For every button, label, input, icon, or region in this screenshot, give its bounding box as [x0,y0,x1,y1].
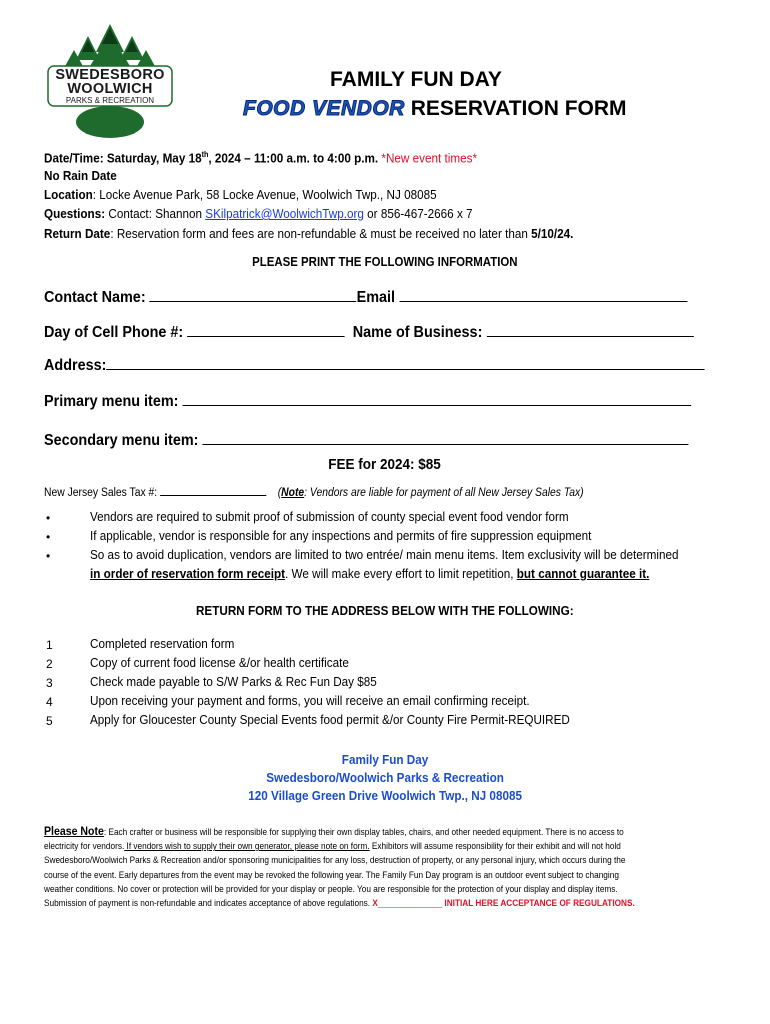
note-line-2 [44,839,713,853]
datetime-line [44,150,477,165]
datetime-value: : Saturday, May 18 [99,150,202,166]
bullet-dot: • [46,530,51,544]
bullet-item-1: Vendors are required to submit proof of submission of county special event food vendor form [90,509,569,524]
address-label: Address: [44,357,107,374]
tax-note-label: Note [281,487,305,499]
fee-line [0,456,770,473]
questions-line [44,206,473,221]
questions-phone: or 856-467-2666 x 7 [363,206,473,221]
contact-email-link[interactable]: SKilpatrick@WoolwichTwp.org [205,206,364,221]
bullet3-middle: . We will make every effort to limit repetition, [285,566,517,581]
tax-note-text: : Vendors are liable for payment of all New Jersey Sales Tax) [304,487,584,499]
return-item-1: Completed reservation form [90,636,235,651]
phone-label: Day of Cell Phone #: [44,324,188,341]
mail-address-line1-text: Family Fun Day [341,752,429,767]
return-item-3: Check made payable to S/W Parks & Rec Fun Day $85 [90,674,377,689]
mail-address-line2-text: Swedesboro/Woolwich Parks & Recreation [266,770,504,785]
business-field[interactable] [486,322,693,337]
tax-note-open: ( [277,487,282,499]
food-vendor-wordart: FOOD VENDOR [243,97,405,120]
title-line1: FAMILY FUN DAY [330,68,502,91]
phone-business-row [44,322,693,342]
datetime-value-post: , 2024 – 11:00 a.m. to 4:00 p.m. [208,150,379,166]
mail-address-line3-text: 120 Village Green Drive Woolwich Twp., NJ 08085 [248,788,522,803]
contact-name-label: Contact Name: [44,289,150,306]
return-heading [0,603,770,618]
no-rain-date: No Rain Date [44,168,117,183]
return-item-5: Apply for Gloucester County Special Events food permit &/or County Fire Permit-REQUIRED [90,712,570,727]
note-line-4: course of the event. Early departures from the event may be revoked the following year. The Family Fun Day program is an outdoor event subject to changing [44,868,619,880]
address-field[interactable] [106,355,705,370]
mail-address-line2 [0,769,770,787]
title-rest: RESERVATION FORM [410,97,627,120]
return-heading-text: RETURN FORM TO THE ADDRESS BELOW WITH THE FOLLOWING: [196,603,574,618]
datetime-label: Date/Time [44,150,100,166]
contact-email-row [44,287,687,307]
bullet-dot: • [46,511,51,525]
note-text-6: Submission of payment is non-refundable and indicates acceptance of above regulations. [44,897,373,909]
initial-acceptance-text: INITIAL HERE ACCEPTANCE OF REGULATIONS. [442,897,635,909]
location-label: Location [44,187,93,202]
return-item-4: Upon receiving your payment and forms, you will receive an email confirming receipt. [90,693,530,708]
tax-row [44,484,584,499]
note-line-3: Swedesboro/Woolwich Parks & Recreation and/or sponsoring municipalities for any loss, destruction of property, or any personal injury, which occurs during the [44,854,626,866]
questions-contact: Contact: Shannon [105,206,206,221]
list-number: 1 [46,638,53,652]
receipt-order-text: in order of reservation form receipt [90,566,286,581]
return-item-2: Copy of current food license &/or health certificate [90,655,349,670]
email-field[interactable] [399,287,687,302]
tax-field[interactable] [160,484,266,496]
email-label: Email [356,289,400,306]
note-line-5: weather conditions. No cover or protection will be provided for your display or people. You are responsible for the protection of your display and display items. [44,882,618,894]
note-text-2b: If vendors wish to supply their own generator, please note on form. [124,840,370,852]
swedesboro-woolwich-logo [46,22,174,140]
location-value: : Locke Avenue Park, 58 Locke Avenue, Woolwich Twp., NJ 08085 [92,187,437,202]
secondary-menu-label: Secondary menu item: [44,432,203,449]
datetime-sup: th [201,150,209,159]
please-note-paragraph [44,824,713,910]
note-text-1: : Each crafter or business will be responsible for supplying their own display tables, chairs, and other needed equipment. There is no access to [103,826,624,837]
return-label: Return Date [44,226,111,241]
secondary-menu-row [44,430,688,450]
primary-menu-row [44,391,691,411]
primary-menu-field[interactable] [182,391,691,406]
address-row [44,355,705,375]
print-heading [0,254,770,269]
print-heading-text: PLEASE PRINT THE FOLLOWING INFORMATION [252,254,518,269]
return-value: : Reservation form and fees are non-refundable & must be received no later than [110,226,532,241]
logo-line1: SWEDESBORO [55,67,165,83]
mail-address-line3 [0,787,770,805]
business-label: Name of Business: [352,324,487,341]
note-text-2a: electricity for vendors. [44,840,125,852]
secondary-menu-field[interactable] [202,430,688,445]
no-guarantee-text: but cannot guarantee it. [516,566,650,581]
list-number: 4 [46,695,53,709]
please-note-label: Please Note [44,824,104,838]
fee-text: FEE for 2024: $85 [328,456,442,473]
note-text-2c: Exhibitors will assume responsibility for their exhibit and will not hold [369,840,621,852]
location-line [44,187,437,202]
bullet-item-3-continued [90,566,649,581]
phone-field[interactable] [187,322,345,337]
bullet-item-2: If applicable, vendor is responsible for any inspections and permits of fire suppression equipment [90,528,592,543]
return-date-line [44,226,573,241]
note-line-6 [44,896,713,910]
primary-menu-label: Primary menu item: [44,393,183,410]
initial-x-mark: X [372,897,378,909]
mail-address-line1 [0,751,770,769]
contact-name-field[interactable] [150,287,357,302]
title-line2 [243,97,627,121]
tax-label: New Jersey Sales Tax #: [44,487,161,499]
logo-line3: PARKS & RECREATION [65,96,155,105]
return-deadline: 5/10/24. [531,226,574,241]
new-times-note: *New event times* [381,150,478,166]
initial-field[interactable]: ______________ [377,897,443,909]
questions-label: Questions: [44,206,106,221]
list-number: 5 [46,714,53,728]
note-line-1 [44,824,713,839]
bullet-dot: • [46,549,51,563]
logo-line2: WOOLWICH [67,81,153,97]
list-number: 3 [46,676,53,690]
list-number: 2 [46,657,53,671]
bullet-item-3: So as to avoid duplication, vendors are limited to two entrée/ main menu items. Item exclusivity will be determined [90,547,679,562]
